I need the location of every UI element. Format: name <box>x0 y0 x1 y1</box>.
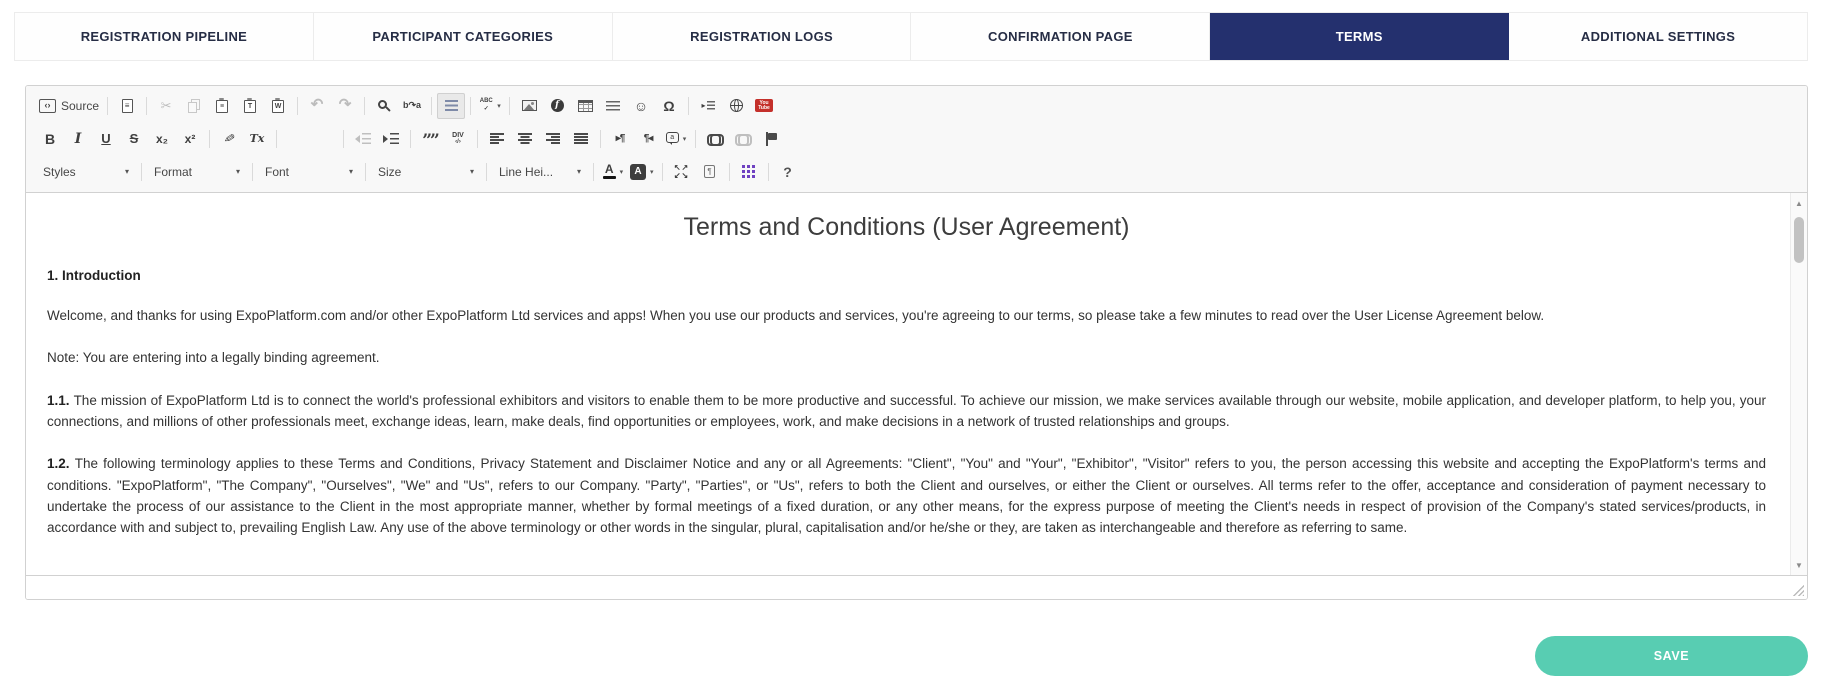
redo-button <box>331 93 359 119</box>
paste-as-text-button[interactable] <box>236 93 264 119</box>
tab-registration-logs[interactable]: REGISTRATION LOGS <box>613 13 912 60</box>
strikethrough-button[interactable] <box>120 126 148 152</box>
size-dropdown[interactable] <box>371 159 481 185</box>
unlink-button <box>729 126 757 152</box>
toolbar-separator <box>729 163 730 181</box>
toolbar-row-1 <box>36 89 1797 122</box>
increase-indent-icon <box>383 133 399 144</box>
dropdown-arrow-icon: ▾ <box>348 167 353 176</box>
decrease-indent-icon <box>355 133 371 144</box>
toolbar-separator <box>477 130 478 148</box>
editor-content-wrap <box>26 193 1807 575</box>
editor-bottom-bar <box>26 575 1807 599</box>
anchor-icon <box>765 132 778 146</box>
toolbar-separator <box>107 97 108 115</box>
anchor-button[interactable] <box>757 126 785 152</box>
line-height-dropdown[interactable] <box>492 159 588 185</box>
table-button[interactable] <box>571 93 599 119</box>
remove-format-button[interactable] <box>243 126 271 152</box>
bidi-rtl-icon: ¶◂ <box>643 132 653 144</box>
quick-grid-button[interactable] <box>735 159 763 185</box>
italic-icon: I <box>74 130 82 147</box>
image-icon <box>522 100 537 111</box>
copy-button <box>180 93 208 119</box>
toolbar-separator <box>431 97 432 115</box>
toolbar-separator <box>146 97 147 115</box>
align-right-button[interactable] <box>539 126 567 152</box>
tab-confirmation-page[interactable]: CONFIRMATION PAGE <box>911 13 1210 60</box>
dropdown-arrow-icon: ▾ <box>576 167 581 176</box>
paragraph: 1.2. The following terminology applies to these Terms and Conditions, Privacy Statement and Disclaimer Notice and any or all Agreements: "Client", "You" and "Your", "Exhibitor", "Visitor" refers to you, the person accessing this website and accepting the ExpoPlatform's terms and conditions. "ExpoPlatform", "The Company", "Ourselves", "We" and "Us", refers to our Company. "Party", "Parties", or "Us", refers to both the Client and ourselves, or either the Client or ourselves. All terms refer to the offer, acceptance and consideration of payment necessary to undertake the process of our assistance to the Client in the most appropriate manner, whether by formal meetings of a fixed duration, or any other means, for the express purpose of meeting the Client's needs in respect of provision of the Company's stated services/products, in accordance with and subject to, prevailing English Law. Any use of the above terminology or other words in the singular, plural, capitalisation and/or he/she or they, are taken as interchangeable and therefore as referring to same. <box>47 456 1766 536</box>
toolbar-separator <box>593 163 594 181</box>
copy-formatting-button[interactable] <box>215 126 243 152</box>
tab-additional-settings[interactable]: ADDITIONAL SETTINGS <box>1509 13 1807 60</box>
editor-toolbar <box>26 86 1807 193</box>
resize-grip-icon[interactable] <box>1793 585 1804 596</box>
spell-check-icon: ABC✓ <box>479 97 493 112</box>
tab-terms[interactable]: TERMS <box>1210 13 1509 60</box>
align-right-icon <box>546 133 560 145</box>
find-icon <box>378 100 387 109</box>
justify-icon <box>574 133 588 145</box>
toolbar-separator <box>297 97 298 115</box>
table-icon <box>578 100 593 112</box>
toolbar-separator <box>209 130 210 148</box>
bulleted-list-button[interactable] <box>310 126 338 152</box>
preview-icon: ≡ <box>122 99 133 113</box>
subscript-icon: x₂ <box>155 131 168 146</box>
cut-button <box>152 93 180 119</box>
div-container-button[interactable] <box>444 126 472 152</box>
quick-grid-icon <box>742 165 755 178</box>
font-dropdown-label: Font <box>265 164 290 179</box>
dropdown-arrow-icon: ▾ <box>497 102 501 110</box>
undo-button <box>303 93 331 119</box>
find-button[interactable] <box>370 93 398 119</box>
show-blocks-button[interactable] <box>696 159 724 185</box>
toolbar-separator <box>470 97 471 115</box>
dropdown-arrow-icon: ▾ <box>235 167 240 176</box>
div-container-icon: DIV ‹/› <box>452 132 464 145</box>
spell-check-button[interactable] <box>476 93 504 119</box>
about-button[interactable] <box>774 159 802 185</box>
paste-icon: ≡ <box>216 100 228 113</box>
maximize-button[interactable] <box>668 159 696 185</box>
tab-participant-categories[interactable]: PARTICIPANT CATEGORIES <box>314 13 613 60</box>
smiley-icon: ☺ <box>633 97 649 114</box>
toolbar-separator <box>410 130 411 148</box>
toolbar-row-3 <box>36 155 1797 188</box>
page-break-icon: ▸ <box>702 101 715 110</box>
special-character-button[interactable] <box>655 93 683 119</box>
section-heading: 1. Introduction <box>47 268 141 283</box>
justify-button[interactable] <box>567 126 595 152</box>
numbered-list-icon <box>289 133 303 145</box>
document-title: Terms and Conditions (User Agreement) <box>683 213 1130 241</box>
line-height-dropdown-label: Line Hei... <box>499 164 554 179</box>
language-button[interactable] <box>662 126 690 152</box>
unlink-icon <box>735 134 752 143</box>
bulleted-list-icon <box>317 133 331 145</box>
select-all-button[interactable] <box>437 93 465 119</box>
redo-icon: ↷ <box>338 96 352 113</box>
flash-button[interactable] <box>543 93 571 119</box>
dropdown-arrow-icon: ▾ <box>650 168 654 176</box>
copy-icon <box>188 102 197 113</box>
strikethrough-icon: S <box>129 131 139 146</box>
font-dropdown[interactable] <box>258 159 360 185</box>
dropdown-arrow-icon: ▾ <box>124 167 129 176</box>
toolbar-separator <box>600 130 601 148</box>
about-icon: ? <box>783 163 792 180</box>
increase-indent-button[interactable] <box>377 126 405 152</box>
scroll-down-icon: ▼ <box>1795 560 1803 570</box>
paragraph: Welcome, and thanks for using ExpoPlatform.com and/or other ExpoPlatform Ltd services and apps! When you use our products and services, you're agreeing to our terms, so please take a few minutes to read over the User License Agreement below. <box>47 308 1545 323</box>
numbered-list-button[interactable] <box>282 126 310 152</box>
scroll-down-button[interactable] <box>1791 557 1807 573</box>
preview-button[interactable] <box>113 93 141 119</box>
youtube-button[interactable] <box>750 93 778 119</box>
toolbar-separator <box>695 130 696 148</box>
italic-button[interactable] <box>64 126 92 152</box>
scrollbar-thumb[interactable] <box>1794 217 1804 263</box>
undo-icon: ↶ <box>310 96 324 113</box>
toolbar-separator <box>365 163 366 181</box>
youtube-icon: You Tube <box>755 99 773 112</box>
format-dropdown-label: Format <box>154 164 193 179</box>
toolbar-separator <box>509 97 510 115</box>
source-button[interactable] <box>36 93 102 119</box>
toolbar-separator <box>343 130 344 148</box>
editor-scrollbar <box>1790 193 1807 575</box>
toolbar-separator <box>364 97 365 115</box>
tab-registration-pipeline[interactable]: REGISTRATION PIPELINE <box>15 13 314 60</box>
align-center-icon <box>518 133 532 145</box>
styles-dropdown[interactable] <box>36 159 136 185</box>
maximize-icon: ↖↗ ↙↘ <box>673 162 690 180</box>
paste-from-word-icon: W <box>272 100 284 113</box>
format-dropdown[interactable] <box>147 159 247 185</box>
styles-dropdown-label: Styles <box>43 164 76 179</box>
superscript-icon: x² <box>184 131 196 146</box>
select-all-icon <box>445 100 458 112</box>
bidi-rtl-button[interactable] <box>634 126 662 152</box>
toolbar-separator <box>252 163 253 181</box>
blockquote-button[interactable] <box>416 126 444 152</box>
image-button[interactable] <box>515 93 543 119</box>
source-icon: ‹› <box>39 99 56 113</box>
toolbar-separator <box>688 97 689 115</box>
paragraph: Note: You are entering into a legally binding agreement. <box>47 350 380 366</box>
replace-icon: b↷a <box>403 100 422 110</box>
paste-as-text-icon: T <box>244 100 256 113</box>
align-left-button[interactable] <box>483 126 511 152</box>
bold-icon: B <box>44 130 56 147</box>
toolbar-separator <box>276 130 277 148</box>
flash-icon: f <box>551 99 564 112</box>
iframe-icon <box>730 99 743 112</box>
scroll-up-icon: ▲ <box>1795 198 1803 208</box>
remove-format-icon: Tx <box>249 132 265 145</box>
toolbar-separator <box>768 163 769 181</box>
page-break-button[interactable] <box>694 93 722 119</box>
background-color-button[interactable] <box>627 159 657 185</box>
bold-button[interactable] <box>36 126 64 152</box>
scroll-up-button[interactable] <box>1791 195 1807 211</box>
editor-content-area[interactable] <box>26 193 1790 575</box>
subscript-button[interactable] <box>148 126 176 152</box>
bidi-ltr-button[interactable] <box>606 126 634 152</box>
paste-button[interactable] <box>208 93 236 119</box>
underline-icon: U <box>101 131 111 146</box>
language-icon: a <box>666 132 679 143</box>
background-color-icon: A <box>630 164 646 180</box>
decrease-indent-button <box>349 126 377 152</box>
replace-button[interactable] <box>398 93 426 119</box>
align-center-button[interactable] <box>511 126 539 152</box>
align-left-icon <box>490 133 504 145</box>
toolbar-separator <box>486 163 487 181</box>
smiley-button[interactable] <box>627 93 655 119</box>
special-character-icon: Ω <box>663 97 675 114</box>
paste-from-word-button[interactable] <box>264 93 292 119</box>
toolbar-row-2 <box>36 122 1797 155</box>
horizontal-rule-button[interactable] <box>599 93 627 119</box>
dropdown-arrow-icon: ▾ <box>682 135 687 143</box>
copy-formatting-icon: ✎ <box>222 130 236 147</box>
dropdown-arrow-icon: ▾ <box>469 167 474 176</box>
dropdown-arrow-icon: ▾ <box>619 168 624 176</box>
iframe-button[interactable] <box>722 93 750 119</box>
link-icon <box>707 134 724 143</box>
source-label: Source <box>61 98 100 113</box>
size-dropdown-label: Size <box>378 164 402 179</box>
cut-icon: ✂ <box>160 98 172 113</box>
blockquote-icon: ”” <box>422 131 438 152</box>
paragraph: 1.1. The mission of ExpoPlatform Ltd is to connect the world's professional exhibitors and visitors to enable them to be more productive and successful. To achieve our mission, we make services available through our website, mobile application, and developer platform, to help you, your connections, and millions of other professionals meet, exchange ideas, learn, make deals, find opportunities or employees, work, and make decisions in a network of trusted relationships and groups. <box>47 392 1766 429</box>
tab-bar <box>14 12 1808 61</box>
link-button[interactable] <box>701 126 729 152</box>
toolbar-separator <box>662 163 663 181</box>
underline-button[interactable] <box>92 126 120 152</box>
text-color-button[interactable] <box>599 159 627 185</box>
editor-document <box>47 268 1766 539</box>
show-blocks-icon: ¶ <box>704 165 715 178</box>
horizontal-rule-icon <box>606 101 620 111</box>
rich-text-editor <box>25 85 1808 600</box>
toolbar-separator <box>141 163 142 181</box>
superscript-button[interactable] <box>176 126 204 152</box>
save-button[interactable]: SAVE <box>1535 636 1808 676</box>
bidi-ltr-icon: ▸¶ <box>615 132 625 144</box>
text-color-icon: A <box>603 163 616 180</box>
